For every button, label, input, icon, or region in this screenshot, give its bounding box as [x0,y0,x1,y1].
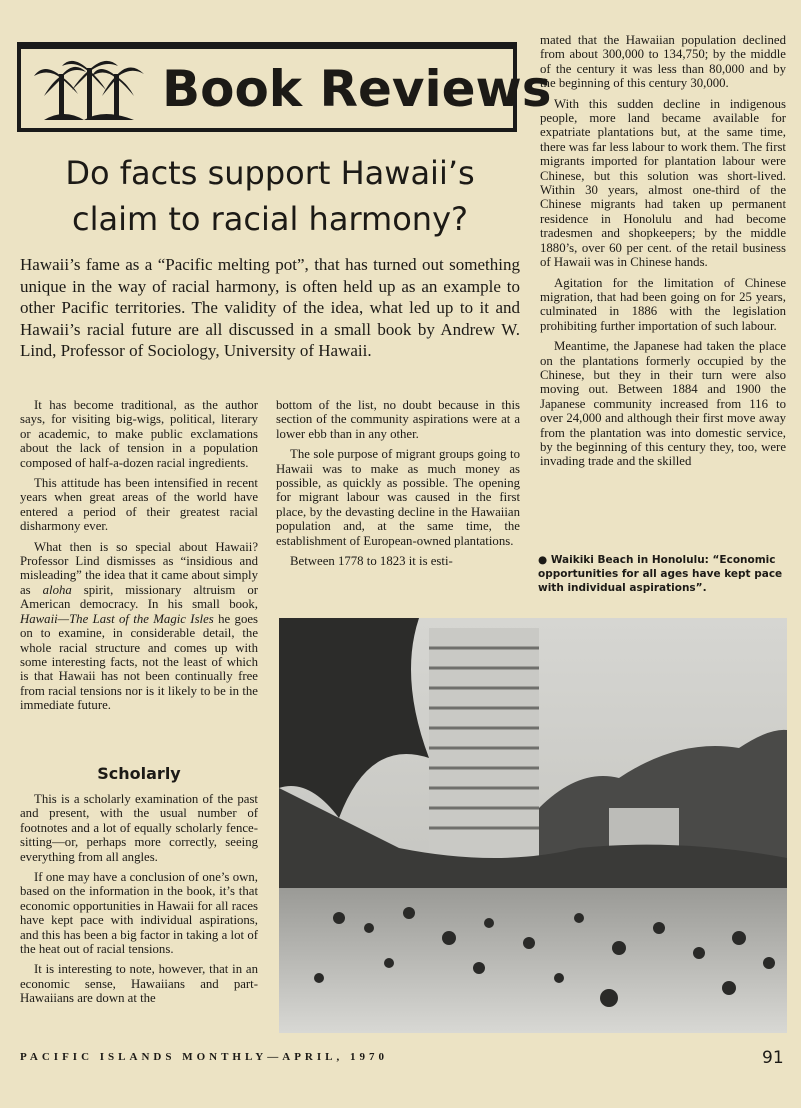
page-number: 91 [762,1048,784,1068]
paragraph: The sole purpose of migrant groups going to Hawaii was to make as much money as possible, as quickly as possible. The opening for migrant labour was caused in the first place, by the devasting decline in the Hawaiian population and, at the same time, the establishment of European-owned plantations. [276,447,520,548]
paragraph: This attitude has been intensified in recent years when great areas of the world have entered a period of their greatest racial disharmony ever. [20,476,258,534]
paragraph: It has become traditional, as the author says, for visiting big-wigs, political, literary or academic, to make public exclamations about the lack of tension in a population composed of half-a-dozen racial ingredients. [20,398,258,470]
column-2 [276,398,520,574]
paragraph: With this sudden decline in indigenous people, more land became available for expatriate plantations but, at the same time, there was far less labour to work them. The first migrants imported for plantation labour were Chinese, but this solution was short-lived. Within 30 years, almost one-third of the Chinese migrants had taken up permanent residence in Honolulu and had become tradesmen and shopkeepers; by the middle 1880’s, over 60 per cent. of the retail business of Hawaii was in Chinese hands. [540,96,786,270]
column-1 [20,398,258,719]
book-title: Hawaii—The Last of the Magic Isles [20,611,214,626]
palm-trees-logo [34,54,144,124]
magazine-footer: PACIFIC ISLANDS MONTHLY—APRIL, 1970 [20,1051,388,1063]
waikiki-beach-photo [279,618,787,1033]
paragraph: mated that the Hawaiian population declined from about 300,000 to 134,750; by the middle of the century it was less than 80,000 and by the beginning of this century 30,000. [540,33,786,91]
article-headline [40,150,500,242]
photo-caption [538,553,790,595]
bullet-icon: ● [538,554,551,566]
text-run: What then is so special about Hawaii? Professor Lind dismisses as “insidious and misleading” the idea that it came about simply as [20,539,258,597]
section-title: Book Reviews [162,60,552,118]
intro-paragraph: Hawaii’s fame as a “Pacific melting pot”, that has turned out something unique in the way of racial harmony, is often held up as an example to other Pacific territories. The validity of the idea, what led up to it and Hawaii’s racial future are all discussed in a small book by Andrew W. Lind, Professor of Sociology, University of Hawaii. [20,255,520,361]
paragraph: This is a scholarly examination of the past and present, with the usual number of footnotes and a lot of equally scholarly fence-sitting—or, perhaps more correctly, seeing everything from all angles. [20,792,258,864]
headline-line-1: Do facts support Hawaii’s [65,154,475,192]
paragraph: Meantime, the Japanese had taken the place on the plantations formerly occupied by the Chinese, but they in their turn were also moving out. Between 1884 and 1900 the Japanese community increased from 116 to over 24,000 and although their first move away from the plantation was into domestic service, by the beginning of this century they, too, were invading trade and the skilled [540,339,786,469]
text-run: he goes on to examine, in considerable detail, the whole racial structure and comes up with some interesting facts, not the least of which is that Hawaii has not been continually free from racial tensions nor is it likely to be in the immediate future. [20,611,259,713]
paragraph: It is interesting to note, however, that in an economic sense, Hawaiians and part-Hawaiians are down at the [20,962,258,1006]
headline-line-2: claim to racial harmony? [72,200,468,238]
column-3 [540,33,786,475]
paragraph: If one may have a conclusion of one’s own, based on the information in the book, it’s that economic opportunities in Hawaii for all races have kept pace with individual aspirations, and this has been a big factor in taking a lot of the heat out of racial tensions. [20,870,258,957]
caption-text: Waikiki Beach in Honolulu: “Economic opportunities for all ages have kept pace with individual aspirations”. [538,554,783,594]
paragraph: Agitation for the limitation of Chinese migration, that had been going on for 25 years, culminated in 1886 with the legislation prohibiting further importation of such labour. [540,275,786,333]
paragraph: bottom of the list, no doubt because in this section of the community aspirations were at a lower ebb than in any other. [276,398,520,441]
text-run: spirit, missionary altruism or American democracy. In his small book, [20,582,258,612]
paragraph [20,540,258,713]
column-1-continued [20,792,258,1012]
paragraph: Between 1778 to 1823 it is esti- [290,554,453,569]
italic-text: aloha [42,582,72,597]
subheading: Scholarly [97,764,181,783]
